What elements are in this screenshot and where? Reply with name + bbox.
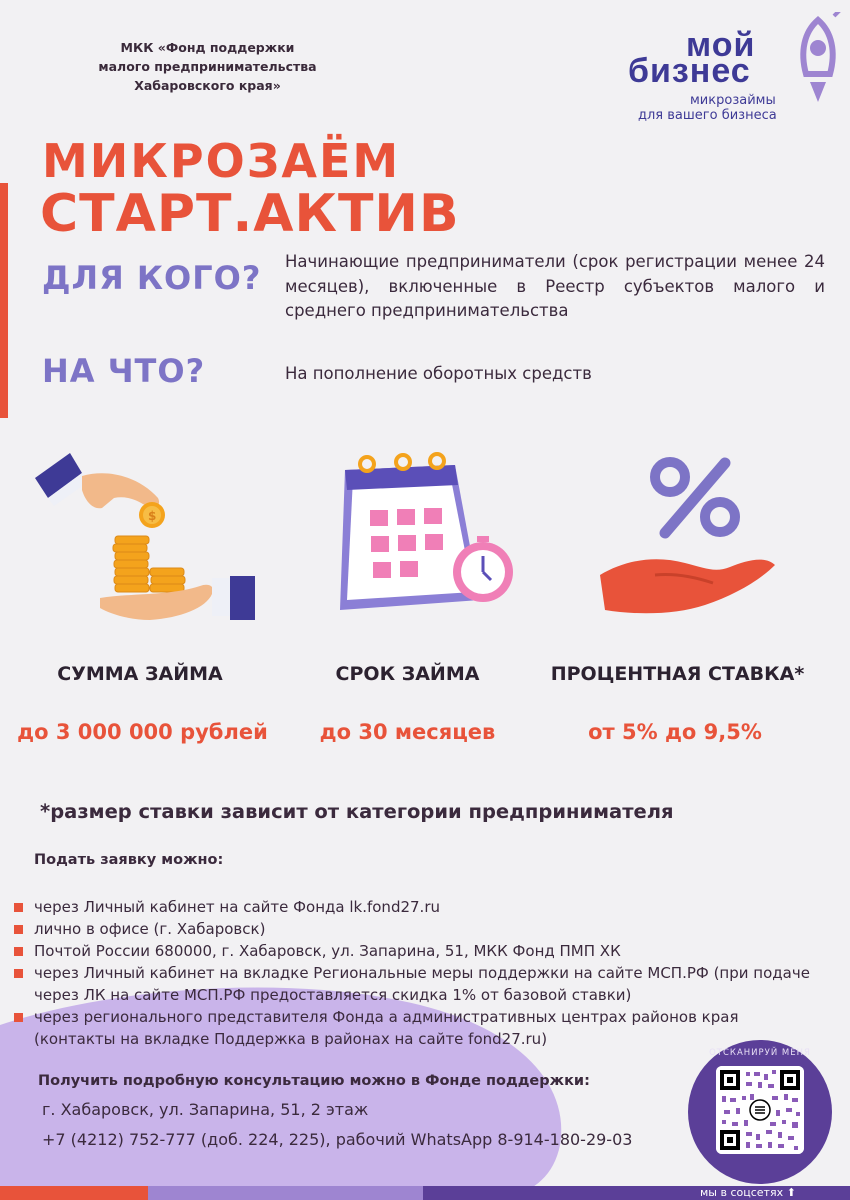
office-address: г. Хабаровск, ул. Запарина, 51, 2 этаж [42,1100,369,1119]
list-item [14,962,814,1006]
list-item [14,1006,814,1050]
social-media-caption: мы в соцсетях ⬆ [700,1186,796,1199]
apply-methods-list [14,896,814,1050]
page-title-line-2: СТАРТ.АКТИВ [40,184,460,244]
bullet-square [14,925,23,934]
rate-footnote: *размер ставки зависит от категории предпринимателя [40,800,674,823]
qr-code-badge[interactable] [688,1040,832,1184]
accent-bar [0,183,8,418]
org-line-1: МКК «Фонд поддержки [120,40,295,55]
apply-heading: Подать заявку можно: [34,852,224,868]
param-value-term: до 30 месяцев [319,720,496,744]
logo-word-1: мой [686,26,756,64]
param-value-rate: от 5% до 9,5% [588,720,762,744]
list-item-text: через Личный кабинет на вкладке Региональные меры поддержки на сайте МСП.РФ (при подаче через ЛК на сайте МСП.РФ предоставляется скидка 1% от базовой ставки) [34,964,810,1004]
param-label-amount: СУММА ЗАЙМА [57,663,223,685]
bullet-square [14,903,23,912]
organization-name [80,38,335,95]
logo-subtitle-1: микрозаймы [690,93,776,108]
logo-subtitle-2: для вашего бизнеса [638,108,777,123]
page-title-line-1: МИКРОЗАЁМ [42,134,401,188]
rocket-icon [788,12,848,107]
answer-what: На пополнение оборотных средств [285,364,592,383]
bullet-square [14,1013,23,1022]
consult-heading: Получить подробную консультацию можно в Фонде поддержки: [38,1073,590,1089]
qr-code-icon[interactable] [716,1066,804,1154]
question-what: НА ЧТО? [42,352,206,390]
list-item-text: через регионального представителя Фонда а административных центрах районов края (контакты на вкладке Поддержка в районах на сайте fond27.ru) [34,1008,739,1048]
logo-word-2: бизнес [628,52,751,90]
list-item-text: лично в офисе (г. Хабаровск) [34,920,266,938]
contact-phone: +7 (4212) 752-777 (доб. 224, 225), рабочий WhatsApp 8-914-180-29-03 [42,1130,633,1149]
money-hand-icon [30,448,260,628]
percent-hand-icon [595,455,795,630]
bullet-square [14,947,23,956]
question-who: ДЛЯ КОГО? [42,259,262,297]
list-item [14,918,814,940]
moi-biznes-logo [620,12,850,127]
list-item-text: через Личный кабинет на сайте Фонда lk.fond27.ru [34,898,440,916]
param-label-rate: ПРОЦЕНТНАЯ СТАВКА* [550,663,805,685]
qr-caption: ОТСКАНИРУЙ МЕНЯ [709,1048,811,1058]
bullet-square [14,969,23,978]
param-label-term: СРОК ЗАЙМА [335,663,480,685]
footer-segment-lilac [148,1186,423,1200]
footer-segment-orange [0,1186,148,1200]
calendar-clock-icon [325,450,525,625]
list-item [14,896,814,918]
org-line-2: малого предпринимательства [98,59,317,74]
answer-who: Начинающие предприниматели (срок регистрации менее 24 месяцев), включенные в Реестр субъектов малого и среднего предпринимательства [285,252,825,320]
list-item [14,940,814,962]
list-item-text: Почтой России 680000, г. Хабаровск, ул. Запарина, 51, МКК Фонд ПМП ХК [34,942,621,960]
org-line-3: Хабаровского края» [134,78,281,93]
svg-text:$: $ [148,509,157,523]
param-value-amount: до 3 000 000 рублей [17,720,268,744]
